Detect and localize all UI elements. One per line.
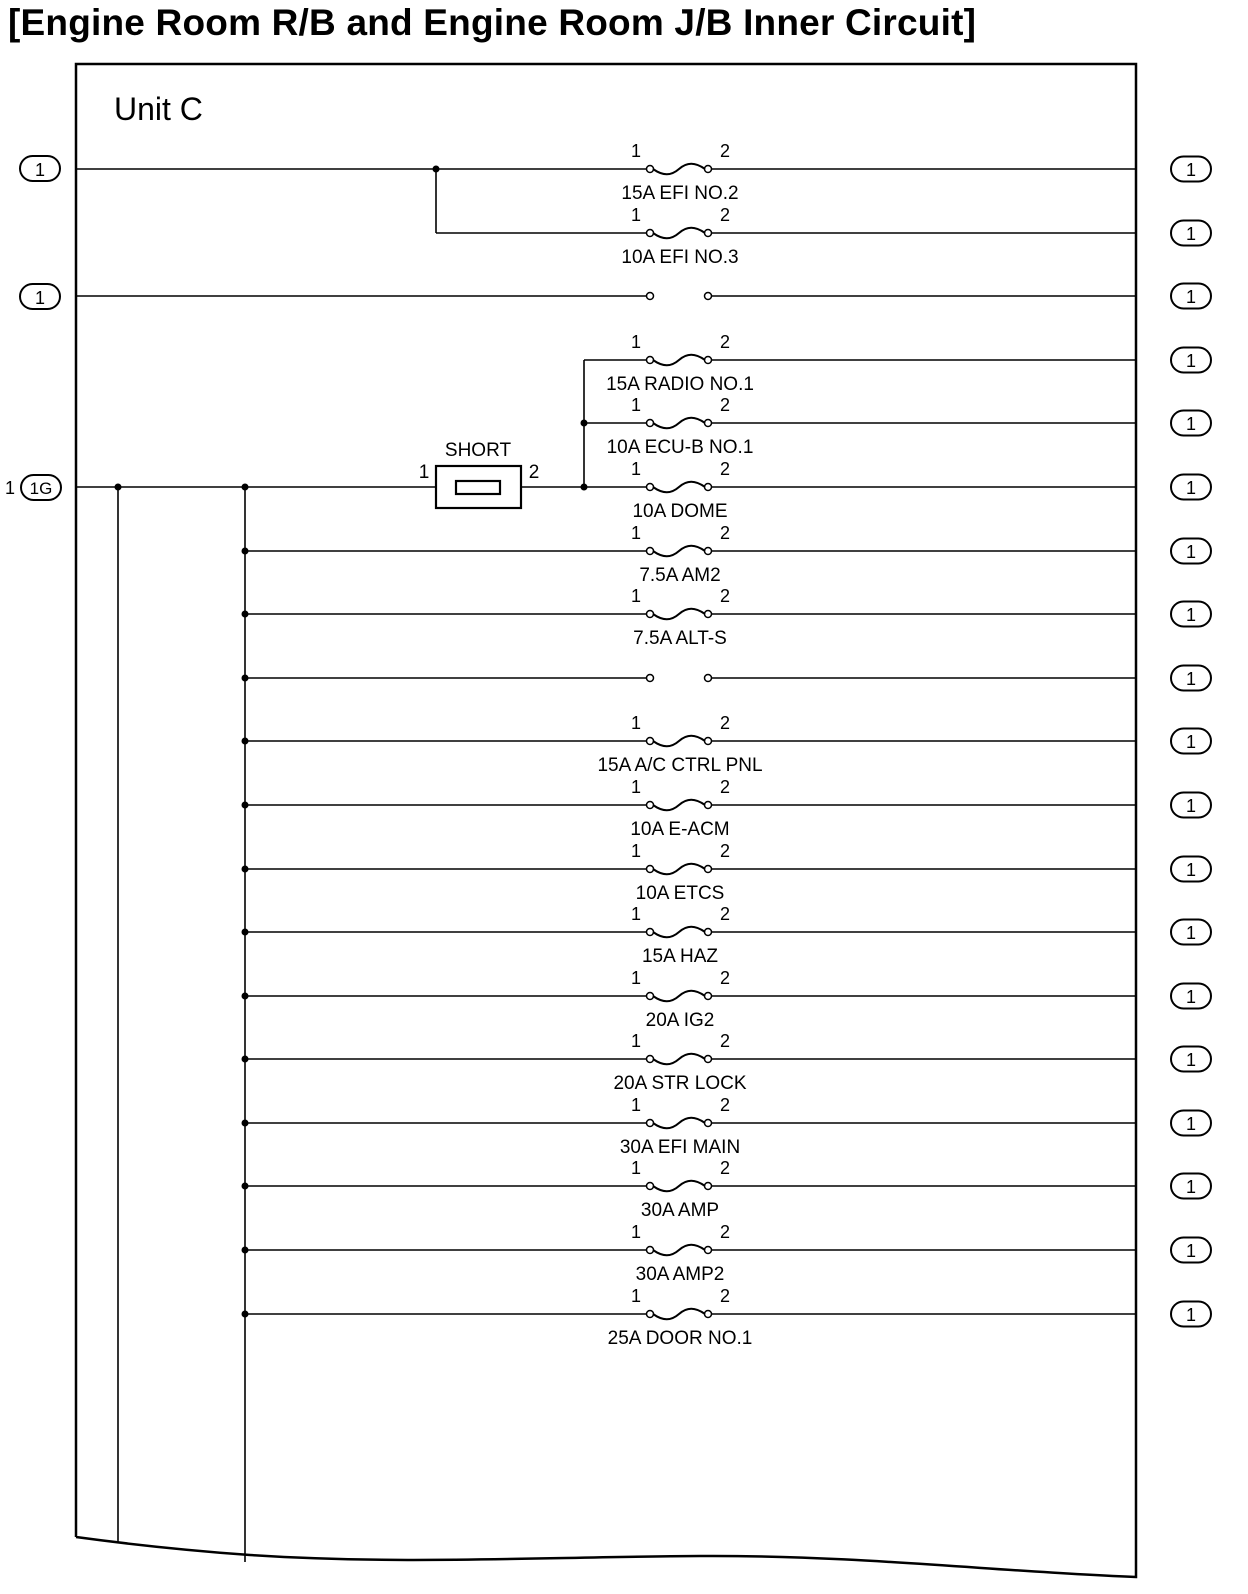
fuse-rows <box>242 141 1212 1349</box>
fuse-pin-2: 2 <box>719 459 731 479</box>
fuse-row-f9 <box>242 666 1212 691</box>
fuse-terminal-1 <box>647 675 654 682</box>
fuse-pin-2: 2 <box>719 968 731 988</box>
right-connector-label: 1 <box>1185 224 1197 244</box>
fuse-terminal-1 <box>647 357 654 364</box>
fuse-symbol <box>653 418 705 429</box>
fuse-terminal-2 <box>705 611 712 618</box>
connector-label: 1 <box>34 288 46 308</box>
fuse-terminal-1 <box>647 611 654 618</box>
fuse-pin-1: 1 <box>630 777 642 797</box>
fuse-label: 7.5A AM2 <box>639 565 721 586</box>
fuse-label: 30A AMP2 <box>635 1264 725 1285</box>
fuse-pin-1: 1 <box>630 586 642 606</box>
junction-dot <box>242 929 249 936</box>
junction-dot <box>242 993 249 1000</box>
fuse-terminal-2 <box>705 866 712 873</box>
right-connector-label: 1 <box>1185 414 1197 434</box>
fuse-terminal-2 <box>705 420 712 427</box>
fuse-terminal-2 <box>705 230 712 237</box>
short-box <box>436 466 521 508</box>
fuse-terminal-1 <box>647 1311 654 1318</box>
fuse-row-f11 <box>242 777 1212 840</box>
fuse-pin-1: 1 <box>630 1031 642 1051</box>
fuse-pin-2: 2 <box>719 1031 731 1051</box>
fuse-pin-1: 1 <box>630 713 642 733</box>
junction-dot <box>242 1247 249 1254</box>
right-connector-label: 1 <box>1185 732 1197 752</box>
fuse-pin-2: 2 <box>719 1286 731 1306</box>
fuse-symbol <box>653 1118 705 1129</box>
short-pin-1: 1 <box>418 462 430 483</box>
fuse-pin-1: 1 <box>630 141 642 161</box>
fuse-row-f2 <box>621 205 1211 268</box>
fuse-symbol <box>653 355 705 366</box>
fuse-label: 10A ETCS <box>635 883 725 904</box>
fuse-label: 10A DOME <box>632 501 728 522</box>
fuse-terminal-2 <box>705 1120 712 1127</box>
right-connector-label: 1 <box>1185 1305 1197 1325</box>
fuse-symbol <box>653 482 705 493</box>
fuse-symbol <box>653 800 705 811</box>
fuse-pin-2: 2 <box>719 141 731 161</box>
fuse-label: 20A IG2 <box>645 1010 715 1031</box>
fuse-terminal-1 <box>647 484 654 491</box>
fuse-terminal-2 <box>705 929 712 936</box>
fuse-label: 10A E-ACM <box>630 819 730 840</box>
right-connector-label: 1 <box>1185 1177 1197 1197</box>
fuse-pin-1: 1 <box>630 1158 642 1178</box>
fuse-pin-2: 2 <box>719 841 731 861</box>
fuse-terminal-1 <box>647 230 654 237</box>
connector-prefix: 1 <box>4 478 16 498</box>
fuse-terminal-1 <box>647 738 654 745</box>
junction-dot <box>242 484 249 491</box>
fuse-label: 15A RADIO NO.1 <box>606 374 754 395</box>
fuse-pin-2: 2 <box>719 713 731 733</box>
fuse-label: 10A EFI NO.3 <box>621 247 739 268</box>
fuse-symbol <box>653 927 705 938</box>
unit-label: Unit C <box>114 91 203 127</box>
fuse-pin-1: 1 <box>630 841 642 861</box>
fuse-symbol <box>653 1181 705 1192</box>
fuse-row-f18 <box>242 1222 1212 1285</box>
fuse-symbol <box>653 164 705 175</box>
junction-dot <box>242 611 249 618</box>
fuse-pin-2: 2 <box>719 332 731 352</box>
fuse-pin-2: 2 <box>719 904 731 924</box>
fuse-terminal-1 <box>647 548 654 555</box>
junction-dot <box>242 866 249 873</box>
fuse-row-f13 <box>242 904 1212 967</box>
fuse-pin-1: 1 <box>630 904 642 924</box>
fuse-row-f16 <box>242 1095 1212 1158</box>
fuse-label: 20A STR LOCK <box>613 1073 747 1094</box>
fuse-pin-2: 2 <box>719 1222 731 1242</box>
fuse-terminal-2 <box>705 675 712 682</box>
diagram-title: [Engine Room R/B and Engine Room J/B Inner Circuit] <box>8 2 977 43</box>
fuse-terminal-2 <box>705 484 712 491</box>
junction-dots <box>115 166 588 491</box>
fuse-terminal-1 <box>647 993 654 1000</box>
right-connector-label: 1 <box>1185 923 1197 943</box>
fuse-terminal-1 <box>647 1183 654 1190</box>
short-element <box>456 481 500 494</box>
fuse-pin-1: 1 <box>630 1222 642 1242</box>
left-connector-3 <box>5 475 61 500</box>
fuse-terminal-1 <box>647 1247 654 1254</box>
fuse-pin-1: 1 <box>630 395 642 415</box>
fuse-pin-1: 1 <box>630 523 642 543</box>
fuse-pin-1: 1 <box>630 332 642 352</box>
fuse-pin-1: 1 <box>630 205 642 225</box>
fuse-pin-2: 2 <box>719 523 731 543</box>
fuse-terminal-2 <box>705 293 712 300</box>
connector-label: 1 <box>34 160 46 180</box>
right-connector-label: 1 <box>1185 605 1197 625</box>
junction-dot <box>242 1120 249 1127</box>
fuse-pin-2: 2 <box>719 1095 731 1115</box>
fuse-pin-1: 1 <box>630 459 642 479</box>
fuse-terminal-1 <box>647 802 654 809</box>
short-block <box>419 440 540 508</box>
junction-dot <box>581 484 588 491</box>
fuse-pin-2: 2 <box>719 395 731 415</box>
fuse-row-f17 <box>242 1158 1212 1221</box>
fuse-symbol <box>653 736 705 747</box>
junction-dot <box>242 1311 249 1318</box>
fuse-terminal-2 <box>705 738 712 745</box>
connector-label: 1G <box>29 479 53 498</box>
fuse-terminal-1 <box>647 866 654 873</box>
right-connector-label: 1 <box>1185 1050 1197 1070</box>
fuse-row-f19 <box>242 1286 1212 1349</box>
short-pin-2: 2 <box>528 462 540 483</box>
fuse-terminal-2 <box>705 1311 712 1318</box>
fuse-label: 15A EFI NO.2 <box>621 183 739 204</box>
fuse-row-f10 <box>242 713 1212 776</box>
fuse-label: 25A DOOR NO.1 <box>607 1328 753 1349</box>
fuse-pin-1: 1 <box>630 1286 642 1306</box>
fuse-row-f3 <box>647 284 1212 309</box>
right-connector-label: 1 <box>1185 351 1197 371</box>
fuse-pin-1: 1 <box>630 968 642 988</box>
fuse-terminal-2 <box>705 357 712 364</box>
junction-dot <box>242 548 249 555</box>
fuse-symbol <box>653 864 705 875</box>
fuse-label: 15A HAZ <box>641 946 719 967</box>
fuse-label: 30A EFI MAIN <box>619 1137 741 1158</box>
junction-dot <box>242 675 249 682</box>
right-connector-label: 1 <box>1185 160 1197 180</box>
junction-dot <box>115 484 122 491</box>
fuse-terminal-2 <box>705 1056 712 1063</box>
fuse-pin-2: 2 <box>719 1158 731 1178</box>
right-connector-label: 1 <box>1185 669 1197 689</box>
fuse-symbol <box>653 1309 705 1320</box>
junction-dot <box>242 1056 249 1063</box>
fuse-row-f7 <box>242 523 1212 586</box>
fuse-row-f5 <box>607 395 1211 458</box>
fuse-symbol <box>653 1054 705 1065</box>
right-connector-label: 1 <box>1185 796 1197 816</box>
fuse-terminal-1 <box>647 166 654 173</box>
fuse-row-f4 <box>606 332 1211 395</box>
fuse-row-f12 <box>242 841 1212 904</box>
fuse-terminal-2 <box>705 548 712 555</box>
junction-dot <box>242 738 249 745</box>
fuse-terminal-1 <box>647 1120 654 1127</box>
fuse-terminal-1 <box>647 929 654 936</box>
right-connector-label: 1 <box>1185 542 1197 562</box>
right-connector-label: 1 <box>1185 287 1197 307</box>
junction-dot <box>581 420 588 427</box>
right-connector-label: 1 <box>1185 478 1197 498</box>
fuse-terminal-2 <box>705 1183 712 1190</box>
fuse-terminal-2 <box>705 802 712 809</box>
fuse-pin-2: 2 <box>719 586 731 606</box>
fuse-pin-2: 2 <box>719 205 731 225</box>
fuse-pin-1: 1 <box>630 1095 642 1115</box>
left-connector-1 <box>20 156 60 181</box>
fuse-symbol <box>653 991 705 1002</box>
left-connector-2 <box>20 284 60 309</box>
fuse-symbol <box>653 546 705 557</box>
short-label: SHORT <box>444 440 512 461</box>
fuse-row-f8 <box>242 586 1212 649</box>
right-connector-label: 1 <box>1185 987 1197 1007</box>
junction-dot <box>242 802 249 809</box>
fuse-label: 30A AMP <box>640 1200 720 1221</box>
fuse-row-f15 <box>242 1031 1212 1094</box>
fuse-row-f14 <box>242 968 1212 1031</box>
fuse-row-f1 <box>621 141 1211 204</box>
right-connector-label: 1 <box>1185 860 1197 880</box>
fuse-terminal-2 <box>705 166 712 173</box>
fuse-symbol <box>653 609 705 620</box>
fuse-pin-2: 2 <box>719 777 731 797</box>
fuse-terminal-2 <box>705 1247 712 1254</box>
fuse-symbol <box>653 228 705 239</box>
fuse-symbol <box>653 1245 705 1256</box>
junction-dot <box>242 1183 249 1190</box>
junction-dot <box>433 166 440 173</box>
fuse-terminal-1 <box>647 1056 654 1063</box>
fuse-label: 10A ECU-B NO.1 <box>606 437 754 458</box>
fuse-label: 15A A/C CTRL PNL <box>597 755 763 776</box>
right-connector-label: 1 <box>1185 1241 1197 1261</box>
fuse-terminal-1 <box>647 293 654 300</box>
fuse-terminal-1 <box>647 420 654 427</box>
right-connector-label: 1 <box>1185 1114 1197 1134</box>
unit-frame <box>76 64 1136 1577</box>
fuse-terminal-2 <box>705 993 712 1000</box>
fuse-label: 7.5A ALT-S <box>633 628 727 649</box>
fuse-row-f6 <box>631 459 1211 522</box>
